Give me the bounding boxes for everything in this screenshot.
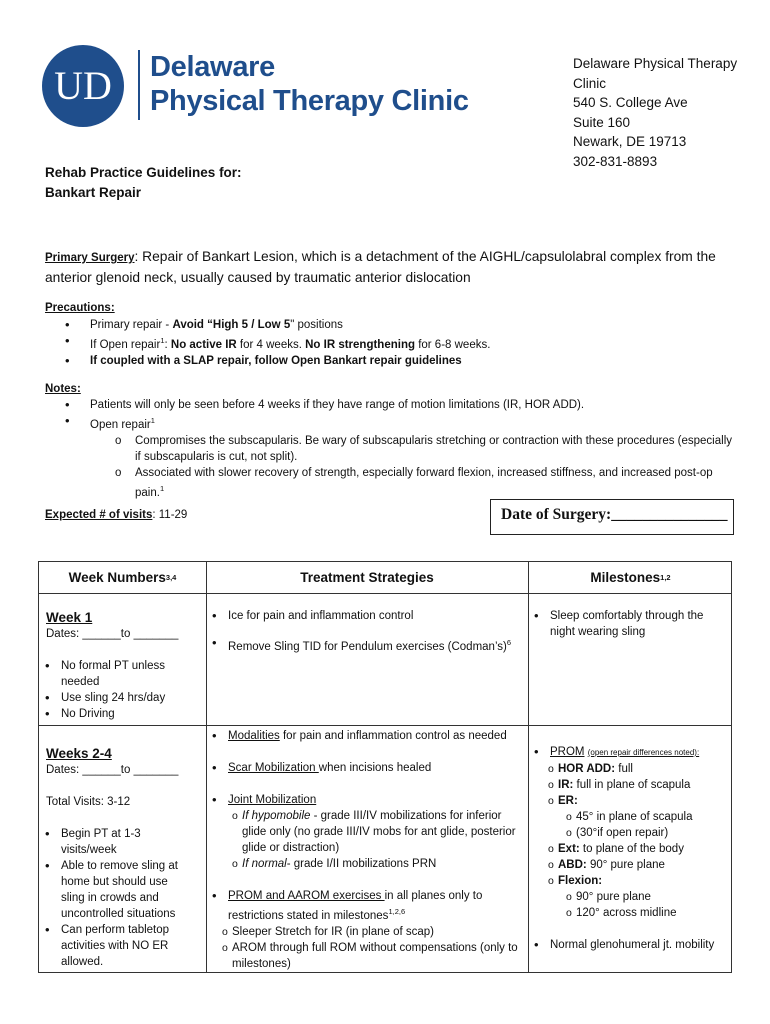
treatment-item: • Joint Mobilization o If hypomobile - grade III/IV mobilizations for inferior glide only (no grade III/IV mobs for ant glide, posterior glide or distraction) o If normal- grade I/II mobilizations PRN: [206, 792, 518, 872]
week1-item: • No formal PT unless needed: [39, 658, 189, 690]
week2-total-visits: Total Visits: 3-12: [46, 796, 131, 808]
table-divider: [39, 725, 731, 726]
precaution-item: • Primary repair - Avoid “High 5 / Low 5" positions: [65, 317, 735, 334]
milestone-subitem: o Ext: to plane of the body: [548, 841, 727, 857]
primary-surgery-label: Primary Surgery: [45, 252, 135, 264]
treatment-subitem: o Sleeper Stretch for IR (in plane of scap): [222, 924, 518, 940]
address-line: Clinic: [573, 75, 607, 91]
notes-heading: Notes:: [45, 383, 81, 395]
treatment-subitem: o If hypomobile - grade III/IV mobilizations for inferior glide only (no grade III/IV mobs for ant glide, posterior glide or distraction): [232, 808, 518, 856]
week2-title: Weeks 2-4: [46, 746, 112, 761]
note-subitem: o Compromises the subscapularis. Be wary of subscapularis stretching or contraction with these procedures (especially if subscapularis is cut, not split).: [115, 433, 735, 465]
logo-line-2: Physical Therapy Clinic: [150, 85, 469, 117]
treatment-item: • Modalities for pain and inflammation control as needed: [206, 728, 518, 744]
milestone-subitem: o ABD: 90° pure plane: [548, 857, 727, 873]
rehab-table: [38, 561, 732, 973]
precaution-item: • If coupled with a SLAP repair, follow Open Bankart repair guidelines: [65, 353, 735, 370]
title-line-1: Rehab Practice Guidelines for:: [45, 165, 242, 180]
week1-treatments: [206, 608, 528, 655]
table-divider: [39, 593, 731, 594]
week1-cell: [39, 610, 206, 722]
milestone-subitem: o Flexion: o 90° pure plane o 120° across midline: [548, 873, 727, 921]
milestone-subitem: o HOR ADD: full: [548, 761, 727, 777]
milestone-detail: o (30°if open repair): [566, 825, 727, 841]
title-line-2: Bankart Repair: [45, 185, 142, 200]
treatment-item: • Scar Mobilization when incisions healed: [206, 760, 518, 776]
week2-item: • Begin PT at 1-3 visits/week: [39, 826, 194, 858]
address-line: Newark, DE 19713: [573, 134, 687, 149]
week2-treatments: [206, 728, 528, 972]
note-item: • Open repair$^1$ o Compromises the subscapularis. Be wary of subscapularis stretching or contraction with these procedures (especially if subscapularis is cut, not split). o Associated with slower recovery of strength, especially forward flexion, increased stiffness, and increased post-op pain.$^1$: [65, 413, 735, 501]
header-treatment-strategies: Treatment Strategies: [300, 570, 434, 585]
primary-surgery-text: Repair of Bankart Lesion, which is a detachment of the AIGHL/capsulolabral complex from the anterior glenoid neck, usually caused by traumatic anterior dislocation: [45, 249, 716, 285]
visits-label: Expected # of visits: [45, 509, 153, 521]
document-title: [45, 163, 242, 203]
notes-section: [45, 381, 735, 501]
milestone-subitem: o IR: full in plane of scapula: [548, 777, 727, 793]
address-phone: 302-831-8893: [573, 153, 658, 169]
treatment-item: • PROM and AAROM exercises in all planes only to restrictions stated in milestones$^{1,2,6}$ o Sleeper Stretch for IR (in plane of scap) o AROM through full ROM without compensations (only to milestones): [206, 888, 518, 972]
treatment-subitem: o If normal- grade I/II mobilizations PRN: [232, 856, 518, 872]
precautions-section: [45, 300, 735, 370]
clinic-address: [573, 54, 737, 171]
week2-milestones: [528, 744, 733, 953]
milestone-detail: o 90° pure plane: [566, 889, 727, 905]
treatment-subitem: o AROM through full ROM without compensations (only to milestones): [222, 940, 518, 972]
week2-dates: Dates: ______to _______: [46, 764, 179, 776]
address-line: Suite 160: [573, 114, 631, 130]
precautions-heading: Precautions:: [45, 302, 115, 314]
week1-title: Week 1: [46, 610, 93, 625]
header-week-numbers: Week Numbers 3,4: [68, 570, 177, 585]
week2-cell: [39, 746, 206, 970]
milestone-subitem: o ER: o 45° in plane of scapula o (30°if open repair): [548, 793, 727, 841]
note-item: • Patients will only be seen before 4 weeks if they have range of motion limitations (IR, HOR ADD).: [65, 397, 735, 413]
date-of-surgery-field[interactable]: Date of Surgery:_______________: [490, 499, 734, 535]
treatment-item: • Remove Sling TID for Pendulum exercises (Codman’s)$^6$: [206, 635, 528, 655]
week1-item: • Use sling 24 hrs/day: [39, 690, 189, 706]
ud-monogram-icon: [42, 45, 124, 127]
address-line: 540 S. College Ave: [573, 95, 688, 110]
milestone-detail: o 120° across midline: [566, 905, 727, 921]
visits-value: : 11-29: [152, 509, 188, 521]
logo-divider: [138, 50, 140, 120]
week2-item: • Can perform tabletop activities with NO ER allowed.: [39, 922, 194, 970]
expected-visits: [45, 509, 187, 521]
treatment-item: • Ice for pain and inflammation control: [206, 608, 528, 624]
week1-dates: Dates: ______to _______: [46, 628, 179, 640]
clinic-logo-text: [150, 50, 469, 118]
header-milestones: Milestones 1,2: [590, 570, 671, 585]
svg-text:UD: UD: [54, 63, 112, 108]
logo-line-1: Delaware: [150, 51, 275, 83]
week2-item: • Able to remove sling at home but should use sling in crowds and uncontrolled situations: [39, 858, 194, 922]
milestone-item: • Normal glenohumeral jt. mobility: [528, 937, 727, 953]
milestone-item: • Sleep comfortably through the night wearing sling: [528, 608, 725, 640]
milestone-item: • PROM (open repair differences noted): o HOR ADD: full o IR: full in plane of scapula o ER: o 45° in plane of scapula o (30°if open repair) o Ext: to plane of the body o ABD: 90° pure plane o Flexion: o 90° pure plane o 120° across midline: [528, 744, 727, 921]
week1-item: • No Driving: [39, 706, 189, 722]
address-line: Delaware Physical Therapy: [573, 56, 738, 71]
precaution-item: • If Open repair$^1$: No active IR for 4 weeks. No IR strengthening for 6-8 weeks.: [65, 333, 735, 353]
note-subitem: o Associated with slower recovery of strength, especially forward flexion, increased stiffness, and increased post-op pain.$^1$: [115, 465, 735, 501]
primary-surgery: Primary Surgery: Repair of Bankart Lesion, which is a detachment of the AIGHL/capsulolabral complex from the anterior glenoid neck, usually caused by traumatic anterior dislocation: [45, 249, 716, 285]
milestone-detail: o 45° in plane of scapula: [566, 809, 727, 825]
week1-milestones: [528, 608, 733, 640]
ud-logo: [42, 45, 124, 127]
